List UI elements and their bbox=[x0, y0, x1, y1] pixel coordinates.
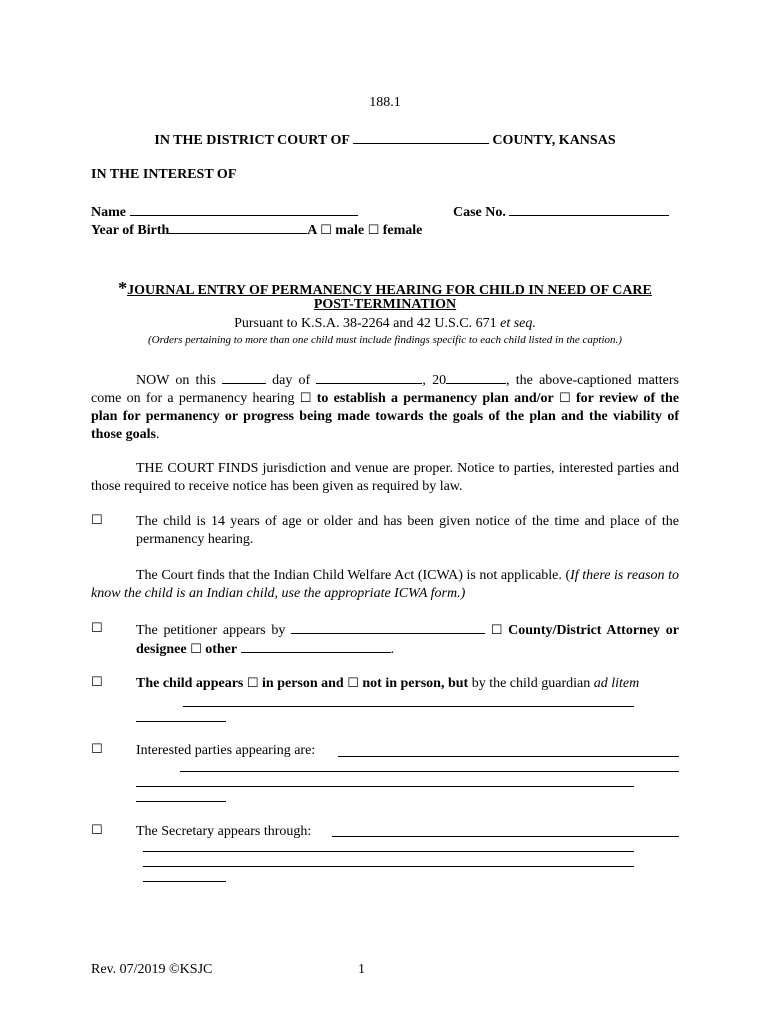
age14-text: The child is 14 years of age or older and has been given notice of the time and place of the permanency hearing. bbox=[136, 514, 679, 547]
year-prefix: 20 bbox=[432, 373, 447, 388]
interested-line-4[interactable] bbox=[136, 801, 226, 802]
review-plan-checkbox-icon[interactable]: ☐ bbox=[559, 391, 571, 406]
case-label: Case No. bbox=[453, 205, 506, 220]
icwa-paragraph bbox=[91, 567, 679, 603]
in-person-checkbox-icon[interactable]: ☐ bbox=[246, 676, 259, 691]
guardian-line-2[interactable] bbox=[136, 721, 226, 722]
male-checkbox-icon[interactable]: ☐ bbox=[320, 223, 332, 238]
or-designee-label: or designee bbox=[136, 623, 679, 657]
revision-footer: Rev. 07/2019 ©KSJC bbox=[91, 962, 213, 977]
day-blank[interactable] bbox=[222, 371, 266, 384]
name-blank[interactable] bbox=[130, 203, 358, 216]
secretary-text: The Secretary appears through: bbox=[136, 824, 312, 839]
female-label: female bbox=[382, 223, 423, 238]
other-blank[interactable] bbox=[241, 640, 391, 653]
icwa-italic: If there is reason to know the child is an Indian child, use the appropriate ICWA form.) bbox=[91, 568, 679, 601]
guardian-line-1[interactable] bbox=[183, 706, 634, 707]
secretary-line-2[interactable] bbox=[143, 851, 634, 852]
dob-label: Year of Birth bbox=[91, 223, 170, 238]
ad-litem-text: ad litem bbox=[593, 676, 640, 691]
title-text-1: JOURNAL ENTRY OF PERMANENCY HEARING FOR CHILD IN NEED OF CARE bbox=[127, 283, 652, 298]
review-plan-text: for review of the plan for permanency or progress being made towards the goals of the plan and the viability of those goals bbox=[91, 391, 680, 442]
interested-text: Interested parties appearing are: bbox=[136, 743, 316, 758]
dob-row bbox=[91, 221, 422, 239]
establish-plan-text: to establish a permanency plan and/or bbox=[316, 391, 554, 406]
male-label: male bbox=[335, 223, 365, 238]
interest-of-label: IN THE INTEREST OF bbox=[91, 167, 237, 182]
name-row bbox=[91, 203, 358, 221]
pursuant-text: Pursuant to K.S.A. 38-2264 and 42 U.S.C. 671 bbox=[234, 316, 497, 331]
child-appears-checkbox-icon[interactable]: ☐ bbox=[91, 675, 103, 690]
intro-paragraph: NOW on this day of , 20 , the above-captioned matters come on for a permanency hearing ☐ to establish a permanency plan and/or ☐ for review of the plan for permanency or progress being made towards the goals of the plan and the viability of those goals. bbox=[91, 373, 680, 442]
after-year-text: , the above-captioned matters come on for a permanency hearing bbox=[91, 373, 679, 406]
secretary-line-1[interactable] bbox=[332, 836, 679, 837]
in-person-label: in person and bbox=[262, 676, 344, 691]
title-line1 bbox=[0, 278, 770, 299]
county-attorney-label: County/District Attorney bbox=[508, 623, 661, 638]
petitioner-text: The petitioner appears by ☐ County/District Attorney or designee ☐ other . bbox=[136, 623, 679, 657]
child-appears-label: The child appears bbox=[136, 676, 244, 691]
establish-plan-checkbox-icon[interactable]: ☐ bbox=[299, 391, 312, 406]
county-attorney-checkbox-icon[interactable]: ☐ bbox=[490, 623, 503, 638]
court-prefix: IN THE DISTRICT COURT OF bbox=[154, 133, 350, 148]
title-asterisk: * bbox=[118, 278, 128, 298]
not-in-person-checkbox-icon[interactable]: ☐ bbox=[347, 676, 359, 691]
month-blank[interactable] bbox=[316, 371, 422, 384]
petitioner-label: The petitioner appears by bbox=[136, 623, 286, 638]
icwa-text: The Court finds that the Indian Child Welfare Act (ICWA) is not applicable. ( bbox=[136, 568, 571, 583]
case-row bbox=[453, 203, 669, 221]
interested-line-1[interactable] bbox=[338, 756, 679, 757]
child-appears-text bbox=[136, 675, 679, 693]
page-number: 1 bbox=[358, 962, 365, 977]
title-line2: POST-TERMINATION bbox=[313, 297, 457, 312]
form-number: 188.1 bbox=[369, 95, 401, 110]
day-of-text: day of bbox=[272, 373, 311, 388]
pursuant-et-seq: et seq. bbox=[500, 316, 536, 331]
not-in-person-label: not in person, but bbox=[362, 676, 469, 691]
gender-prefix: A bbox=[307, 223, 317, 238]
age14-checkbox-icon[interactable]: ☐ bbox=[91, 513, 103, 528]
pursuant-line bbox=[0, 316, 770, 332]
year-blank[interactable] bbox=[446, 371, 506, 384]
court-caption bbox=[0, 131, 770, 149]
secretary-checkbox-icon[interactable]: ☐ bbox=[91, 823, 103, 838]
now-on-text: NOW on this bbox=[136, 373, 216, 388]
intro-end: . bbox=[155, 427, 160, 442]
interested-line-3[interactable] bbox=[136, 786, 634, 787]
other-label: other bbox=[205, 642, 238, 657]
dob-blank[interactable] bbox=[169, 221, 307, 234]
orders-note: (Orders pertaining to more than one child must include findings specific to each child listed in the caption.) bbox=[148, 334, 622, 346]
name-label: Name bbox=[91, 205, 126, 220]
secretary-line-3[interactable] bbox=[143, 866, 634, 867]
jurisdiction-paragraph: THE COURT FINDS jurisdiction and venue are proper. Notice to parties, interested parties and those required to receive notice has been given as required by law. bbox=[91, 461, 679, 494]
petitioner-blank[interactable] bbox=[291, 621, 485, 634]
petitioner-checkbox-icon[interactable]: ☐ bbox=[91, 621, 103, 636]
interested-line-2[interactable] bbox=[180, 771, 679, 772]
by-guardian-text: by the child guardian bbox=[471, 676, 591, 691]
other-checkbox-icon[interactable]: ☐ bbox=[190, 642, 202, 657]
county-suffix: COUNTY, KANSAS bbox=[492, 133, 616, 148]
female-checkbox-icon[interactable]: ☐ bbox=[367, 223, 380, 238]
county-blank[interactable] bbox=[353, 131, 489, 144]
case-blank[interactable] bbox=[509, 203, 669, 216]
interested-checkbox-icon[interactable]: ☐ bbox=[91, 742, 103, 757]
secretary-line-4[interactable] bbox=[143, 881, 226, 882]
